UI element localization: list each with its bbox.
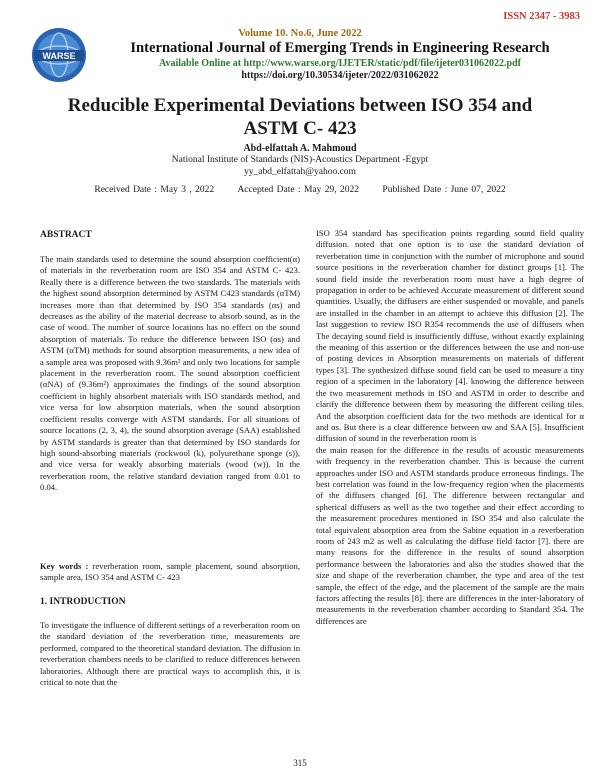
keywords [40,561,300,584]
published-date: Published Date : June 07, 2022 [382,185,506,195]
author-affiliation: National Institute of Standards (NIS)-Acoustics Department -Egypt [171,155,429,165]
volume-label: Volume 10. No.6, June 2022 [238,28,362,39]
title-line-1: Reducible Experimental Deviations between ISO 354 and [67,95,533,116]
dates-row [0,185,600,195]
author-email[interactable]: yy_abd_elfattah@yahoo.com [244,167,356,177]
right-column [316,228,584,627]
title-line-2: ASTM C- 423 [243,118,357,139]
paper-title [40,94,560,140]
abstract-heading: ABSTRACT [40,230,92,240]
introduction-text-right-1: ISO 354 standard has specification points regarding sound field quality diffusion. noted that one option is to use the standard deviation of reverberation time in conjunction with the number of microphone and sound source positions in the reverberation chamber for distinct groups [1]. The sound field inside the reverberation room must have a high degree of propagation in order to be achieved Accurate measurement of different sound quantities. Usually, the diffusers are either suspended or movable, and panels are installed in the chamber in an attempt to achieve this diffusion [2]. The last suggestion to review ISO R354 recommends the use of diffusers when The decaying sound field is insufficiently diffuse, without exactly explaining the meaning of this assertion or the differences between the use and non-use of posting devices in Absorption measurements on materials of different types [3]. The synthesized diffuse sound field can be used to measure a tiny region of a specimen in the laboratory [4]. knowing the difference between the two measurement methods in ISO and ASTM in order to describe and clarify the difference between them by measuring the different ceiling tiles. And the absorption coefficient data for the two methods are identical for α and αs. But there is a clear difference between αw and SAA [5]. Insufficient diffusion of sound in the reverberation room is [316,228,584,444]
author-name: Abd-elfattah A. Mahmoud [243,143,357,154]
keywords-text: reverberation room, sample placement, sound absorption, sample area, ISO 354 and ASTM C- 423 [40,561,300,583]
introduction-text-right-2: the main reason for the difference in the results of acoustic measurements with frequency in the reverberation chamber. This is because the current approaches under ISO and ASTM standards produce erroneous findings. The best correlation was found in the low-frequency region when the placements of the diffusers changed [6]. The difference between rectangular and spherical diffusers as well as the two together and their effect according to the measurement procedures mentioned in ISO 354 and also calculate the total equivalent absorption area from the Sabine equation in a reverberation room of 243 m2 as well as calculating the diffuse field factor [7]. there are many reasons for the difference in the results of sound absorption performance between the laboratories and also the studies showed that the size and shape of the reverberation chamber, the type and area of the test sample, the effect of the edge, and the placement of the sample are the main factors affecting the results [8]. there are differences in the inter-laboratory of measurements in the reverberation chamber according to Standard 354. The differences are [316,444,584,626]
journal-name: International Journal of Emerging Trends in Engineering Research [130,40,550,56]
available-online-link[interactable]: Available Online at http://www.warse.org/IJETER/static/pdf/file/ijeter031062022.pdf [158,58,522,69]
accepted-date: Accepted Date : May 29, 2022 [237,185,360,195]
abstract-text: The main standards used to determine the sound absorption coefficient(α) of materials in the reverberation room are ISO 354 and ASTM C- 423. Really there is a difference between the two standards. The materials with the highest sound absorption determined by ASTM C423 standards (αTM) increases more than that determined by ISO 354 standards (αs) and decreases as the ability of the material decrease to absorb sound, as in the case of wood. The number of source locations has no effect on the sound absorption of materials. To reduce the difference between ISO (αs) and ASTM (αTM) methods for sound absorption measurements, a new idea of a sample area was proposed with 9.36m² and only two locations for sample placement in the reverberation room. The sound absorption coefficient (αNA) of (9.36m²) approximates the findings of the sound absorption coefficient in highly absorbent materials with ISO standards method, and vice versa for low absorption materials, when the sound absorption coefficient results converge with ASTM standards. For all situations of source locations (2, 3, 4), the sound absorption average (SAA) established by ASTM standards is greater than that determined by ISO standards for high sound-absorbing materials (rockwool (k), polyurethane sponge (s)), and vice versa for weakly absorbing materials (wood (w)). In the reverberation room, the relative standard deviation ranged from 0.01 to 0.04. [40,254,300,493]
keywords-label: Key words : [40,561,89,571]
doi-link[interactable]: https://doi.org/10.30534/ijeter/2022/031062022 [241,70,439,81]
received-date: Received Date : May 3 , 2022 [94,185,215,195]
introduction-text-left: To investigate the influence of different settings of a reverberation room on the standard deviation of the reverberation time, measurements are performed, compared to the theoretical standard deviation. The diffusion in reverberation chambers needs to be clarified to reduce differences between laboratories. Although there are practical ways to accomplish this, it is critical to note that the [40,620,300,688]
logo-text: WARSE [42,51,76,61]
introduction-heading: 1. INTRODUCTION [40,597,126,607]
page-number: 315 [293,758,307,768]
issn-label: ISSN 2347 - 3983 [503,11,580,22]
